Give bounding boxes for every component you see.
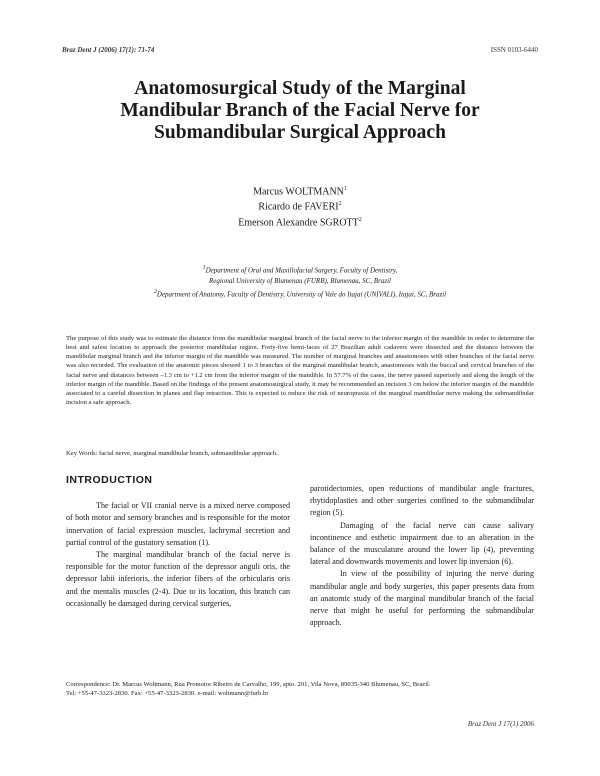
paper-title <box>60 78 540 144</box>
author: Marcus WOLTMANN$^1$ <box>253 186 347 198</box>
paragraph: Damaging of the facial nerve can cause salivary incontinence and esthetic impairment due to an alteration in the balance of the musculature around the lower lip (4), preventing lateral and downwards movements and lower lip inversion (6). <box>310 520 534 567</box>
affiliation-1: $^1$Department of Oral and Maxillofacial Surgery, Faculty of Dentistry, <box>202 265 398 275</box>
author-list <box>60 183 540 229</box>
title-line-1: Anatomosurgical Study of the Marginal <box>134 78 466 99</box>
affiliations <box>40 263 560 301</box>
paragraph: The marginal mandibular branch of the facial nerve is responsible for the motor function of the depressor anguli oris, the depressor labii inferioris, the inferior fibers of the orbicularis oris and the mentalis muscles (2-4). Due to its location, this branch can occasionally be damaged during cervical surgeries, <box>66 550 290 608</box>
issn: ISSN 0103-6440 <box>490 46 538 54</box>
correspondence-address: Correspondence: Dr. Marcus Woltmann, Rua Promotor Ribeiro de Carvalho, 199, apto. 201, Vila Nova, 89035-340 Blumenau, SC, Brazil. <box>66 681 431 688</box>
correspondence-contact: Tel: +55-47-3323-2830. Fax: +55-47-3323-2830. e-mail: woltmann@furb.br <box>66 690 269 697</box>
page-footer: Braz Dent J 17(1) 2006 <box>467 720 534 728</box>
section-heading: INTRODUCTION <box>66 474 153 486</box>
author: Ricardo de FAVERI$^2$ <box>258 201 342 213</box>
affiliation-2: $^2$Department of Anatomy, Faculty of Dentistry, University of Vale do Itajaí (UNIVALI), Itajaí, SC, Brazil <box>153 289 447 299</box>
column-right <box>310 483 534 629</box>
paragraph: parotidectomies, open reductions of mandibular angle fractures, rhytidoplasties and other surgeries confined to the submandibular region (5). <box>310 484 534 518</box>
correspondence <box>66 680 534 698</box>
author: Emerson Alexandre SGROTT$^2$ <box>238 216 362 228</box>
journal-citation: Braz Dent J (2006) 17(1): 71-74 <box>62 46 155 54</box>
column-left <box>66 474 290 610</box>
title-line-3: Submandibular Surgical Approach <box>154 122 446 143</box>
affiliation-1-line-2: Regional University of Blumenau (FURB), Blumenau, SC, Brazil <box>209 277 391 286</box>
keywords: Key Words: facial nerve, marginal mandibular branch, submandibular approach. <box>66 450 278 457</box>
abstract: The purpose of this study was to estimate the distance from the mandibular marginal branch of the facial nerve to the inferior margin of the mandible in order to determine the best and safest location to approach the posterior mandibular region. Forty-five hemi-faces of 27 Brazilian adult cadavers were dissected and the distance between the mandibular marginal branch and the inferior margin of the mandible was measured. The number of marginal branches and anastomoses with other branches of the facial nerve was also recorded. The evaluation of the anatomic pieces showed 1 to 3 branches of the marginal mandibular branch, anastomoses with the buccal and cervical branches of the facial nerve and distances between –1.3 cm to +1.2 cm from the inferior margin of the mandible. In 57.7% of the cases, the nerve passed superiorly and along the length of the inferior margin of the mandible. Based on the findings of the present anatomosurgical study, it may be recommended an incision 3 cm below the inferior margin of the mandible associated to a careful dissection in planes and flap retraction. This is expected to reduce the risk of neuropraxia of the marginal mandibular nerve making the submandibular incision a safe approach. <box>66 335 534 407</box>
paragraph: The facial or VII cranial nerve is a mixed nerve composed of both motor and sensory branches and is responsible for the motor innervation of facial expression muscles, lachrymal secretion and partial control of the gustatory sensation (1). <box>66 501 290 547</box>
title-line-2: Mandibular Branch of the Facial Nerve for <box>120 100 480 121</box>
paragraph: In view of the possibility of injuring the nerve during mandibular angle and body surgeries, this paper presents data from an anatomic study of the marginal mandibular branch of the facial nerve that might be useful for performing the submandibular approach. <box>310 569 534 628</box>
